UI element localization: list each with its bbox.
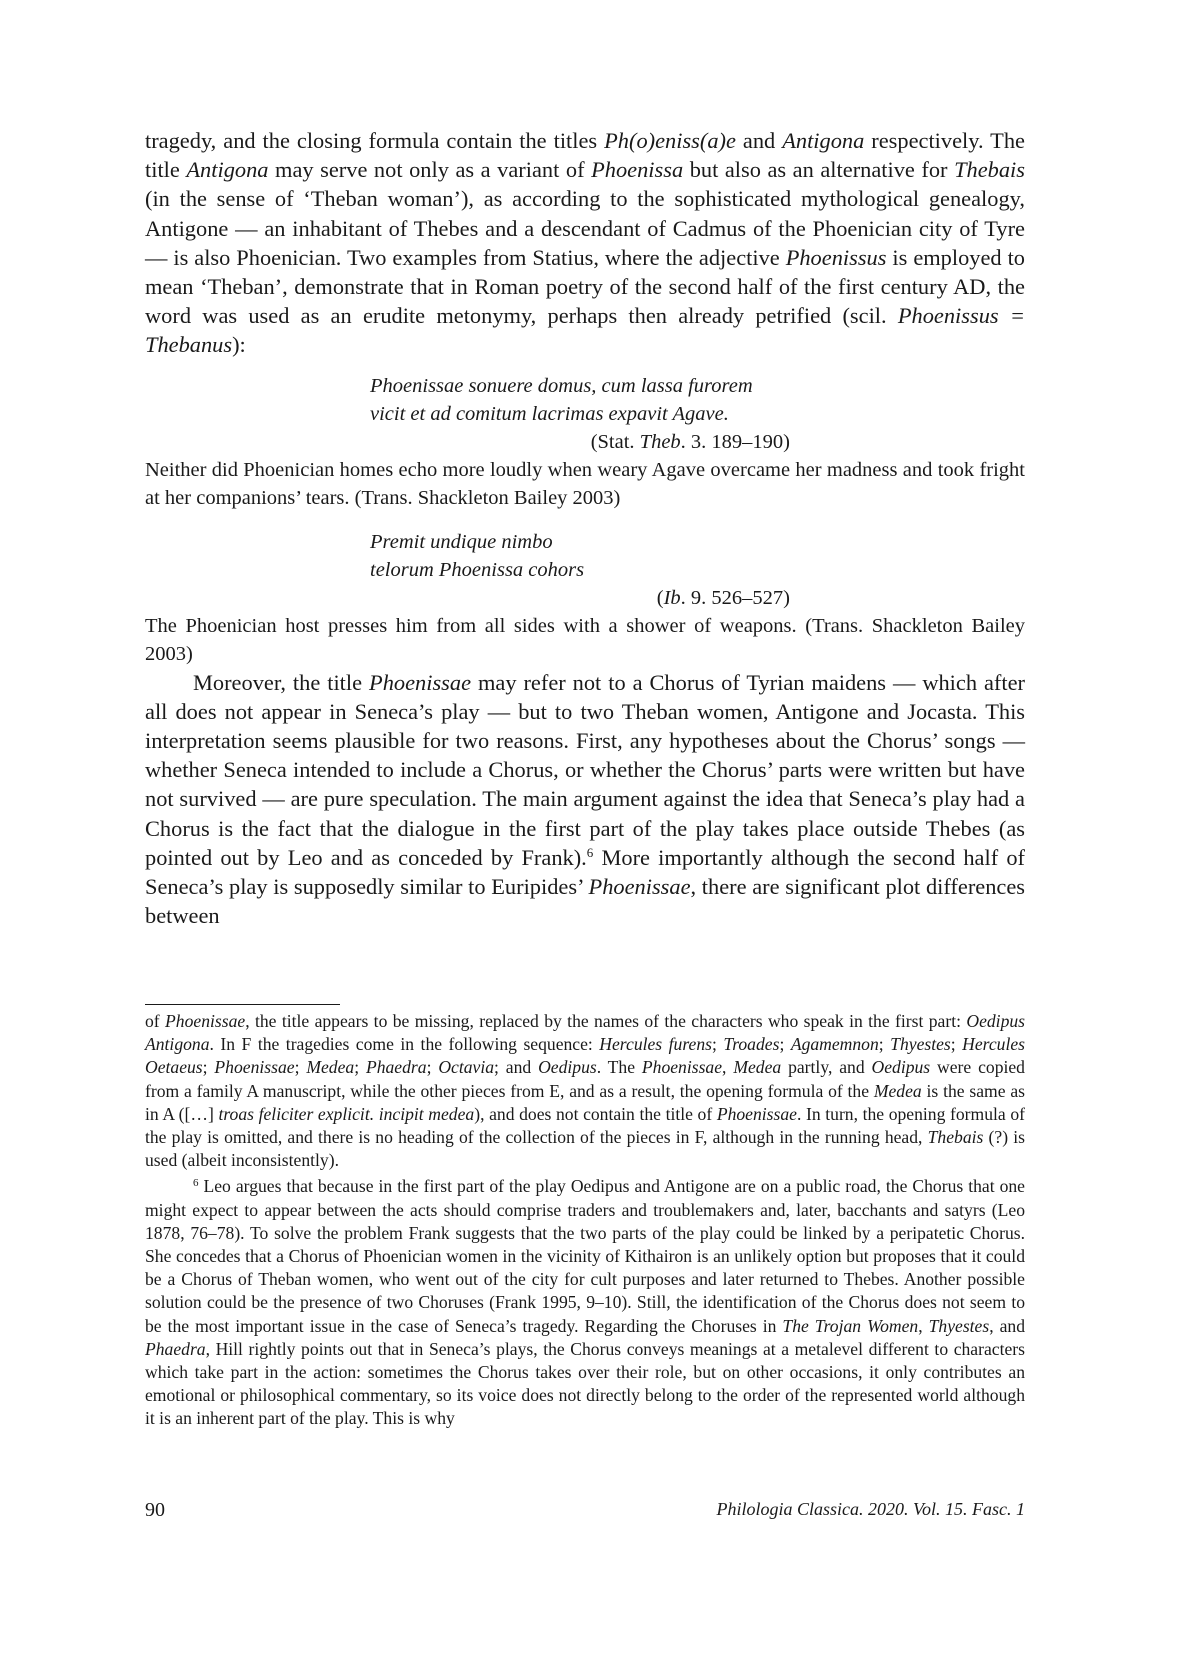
text-run: , there are significant plot differences between — [145, 874, 1025, 929]
text-run: ; — [294, 1057, 307, 1078]
text-run: respectively. The title — [145, 128, 1025, 183]
text-run: (in the sense of ‘Theban woman’), as according to the sophisticated mythological genealogy, Antigone — an inhabitant of Thebes and a descendant of Cadmus of the Phoenician city of Tyre — is also Phoenician. Two examples from Statius, where the adjective — [145, 186, 1025, 270]
text-run: , and — [989, 1315, 1026, 1336]
text-run: ; — [878, 1034, 891, 1055]
italic-title: Phoenissae — [214, 1057, 295, 1078]
italic-title: Phoenissae — [588, 874, 691, 900]
text-run: and — [735, 128, 783, 153]
italic-abbrev: Theb — [639, 430, 681, 453]
translation-1: Neither did Phoenician homes echo more loudly when weary Agave overcame her madness and took fright at her companions’ tears. (Trans. Shackleton Bailey 2003) — [145, 458, 1025, 509]
page-number: 90 — [145, 1499, 165, 1521]
journal-citation: Philologia Classica. 2020. Vol. 15. Fasc. 1 — [716, 1499, 1025, 1519]
italic-title: Phoenissa — [591, 157, 684, 183]
verse-line: telorum Phoenissa cohors — [370, 558, 585, 581]
italic-title: Phoenissae — [165, 1011, 246, 1031]
text-run: ; — [711, 1034, 724, 1055]
text-run: , the title appears to be missing, replaced by the names of the characters who speak in the first part: — [245, 1011, 967, 1031]
text-run: , — [918, 1315, 929, 1336]
verse-line: vicit et ad comitum lacrimas expavit Agave. — [370, 402, 729, 425]
text-run: Moreover, the title — [193, 669, 370, 695]
text-run: ): — [232, 332, 246, 358]
verse-line: Phoenissae sonuere domus, cum lassa furorem — [370, 374, 753, 397]
italic-title: Thebais — [954, 157, 1025, 183]
text-run: ; — [950, 1034, 963, 1055]
italic-title: Phaedra — [145, 1338, 206, 1359]
text-run: (Stat. — [590, 430, 640, 453]
text-run: ; and — [494, 1057, 539, 1078]
text-run: More importantly although the second half of Seneca’s play is supposedly similar to Euripides’ — [145, 844, 1026, 900]
footnote-5-continued — [145, 1010, 1025, 1172]
text-run: . In turn, the opening formula of the play is omitted, and there is no heading of the collection of the pieces in F, although in the running head, — [145, 1103, 1025, 1148]
italic-title: Oedipus Antigona — [145, 1011, 1026, 1055]
verse-quote-1 — [370, 372, 1025, 456]
italic-title: Hercules furens — [599, 1034, 712, 1055]
italic-title: Antigona — [186, 157, 269, 183]
text-run: may refer not to a Chorus of Tyrian maidens — which after all does not appear in Seneca’s play — but to two Theban women, Antigone and Jocasta. This interpretation seems plausible for two reasons. First, any hypotheses about the Chorus’ songs — whether Seneca intended to include a Chorus, or whether the Chorus’ parts were written but have not survived — are pure speculation. The main argument against the idea that Seneca’s play had a Chorus is the fact that the dialogue in the first part of the play takes place outside Thebes (as pointed out by Leo and as conceded by Frank). — [145, 669, 1026, 870]
italic-title: Medea — [733, 1057, 782, 1078]
text-run: may serve not only as a variant of — [268, 157, 592, 183]
italic-title: The Trojan Women — [782, 1315, 919, 1336]
italic-title: Oedipus — [538, 1057, 597, 1078]
italic-title: Ph(o)eniss(a)e — [604, 128, 736, 153]
text-run: . 3. 189–190) — [680, 430, 790, 453]
text-run: , Hill rightly points out that in Seneca’s plays, the Chorus conveys meanings at a metalevel different to characters which take part in the action: sometimes the Chorus takes over their role, but on other occasions, it only contributes an emotional or philosophical commentary, so its voice does not directly belong to the order of the represented world although it is an inherent part of the play. This is why — [145, 1338, 1025, 1429]
italic-title: Thyestes — [928, 1315, 990, 1336]
text-run: but also as an alternative for — [683, 157, 955, 183]
text-run: were copied from a family A manuscript, while the other pieces from E, and as a result, the opening formula of the — [145, 1057, 1025, 1101]
italic-title: Phoenissae — [369, 669, 472, 695]
translation-2: The Phoenician host presses him from all sides with a shower of weapons. (Trans. Shackleton Bailey 2003) — [145, 614, 1025, 665]
italic-term: Phoenissus = Thebanus — [145, 303, 1025, 358]
text-run: ; — [202, 1057, 215, 1078]
verse-quote-2 — [370, 528, 1025, 612]
italic-title: Phoenissae — [716, 1103, 797, 1124]
text-run: . In F the tragedies come in the following sequence: — [209, 1034, 600, 1055]
text-run: . The — [596, 1057, 642, 1078]
footnote-number: 6 — [193, 1177, 199, 1190]
paragraph-1 — [145, 126, 1025, 360]
italic-title: Thyestes — [890, 1034, 951, 1055]
text-run: ), and does not contain the title of — [474, 1103, 717, 1124]
footnote-6 — [145, 1172, 1025, 1430]
text-run: partly, and — [781, 1057, 872, 1078]
text-run: Leo argues that because in the first part of the play Oedipus and Antigone are on a public road, the Chorus that one might expect to appear between the acts should comprise traders and troublemakers and, later, bacchants and satyrs (Leo 1878, 76–78). To solve the problem Frank suggests that the two parts of the play could be linked by a peripatetic Chorus. She concedes that a Chorus of Phoenician women in the vicinity of Kithairon is an unlikely option but proposes that it could be a Chorus of Theban women, who went out of the city for cult purposes and later returned to Thebes. Another possible solution could be the presence of two Choruses (Frank 1995, 9–10). Still, the identification of the Chorus does not seem to be the most important issue in the case of Seneca’s tragedy. Regarding the Choruses in — [145, 1176, 1025, 1336]
italic-title: Oedipus — [871, 1057, 931, 1078]
text-run: ( — [656, 586, 664, 609]
italic-title: Phaedra — [365, 1057, 427, 1078]
italic-term: Phoenissus — [785, 244, 887, 270]
italic-title: Hercules Oetaeus — [145, 1034, 1026, 1078]
text-run: is the same as in A ([…] — [145, 1080, 1025, 1124]
main-text — [145, 126, 1025, 930]
text-run: of — [145, 1011, 166, 1031]
italic-title: Antigona — [782, 128, 865, 153]
footnotes — [145, 1010, 1025, 1431]
text-run: ; — [354, 1057, 366, 1078]
italic-quote: troas feliciter explicit. incipit medea — [218, 1103, 475, 1124]
italic-title: Octavia — [438, 1057, 495, 1078]
footnote-divider — [145, 1004, 340, 1005]
text-run: is employed to mean ‘Theban’, demonstrate that in Roman poetry of the second half of the first century AD, the word was used as an erudite metonymy, perhaps then already petrified (scil. — [145, 244, 1025, 329]
italic-title: Phoenissae — [641, 1057, 723, 1078]
footnote-ref[interactable]: 6 — [586, 844, 594, 860]
verse-reference — [370, 584, 790, 612]
italic-title: Medea — [873, 1080, 922, 1101]
italic-title: Thebais — [927, 1127, 984, 1148]
italic-title: Agamemnon — [790, 1034, 879, 1055]
text-run: ; — [779, 1034, 791, 1055]
verse-line: Premit undique nimbo — [370, 530, 553, 553]
verse-reference — [370, 428, 790, 456]
italic-title: Medea — [306, 1057, 355, 1078]
text-run: tragedy, and the closing formula contain the titles — [145, 128, 605, 153]
italic-title: Troades — [723, 1034, 780, 1055]
text-run: ; — [426, 1057, 439, 1078]
text-run: , — [722, 1057, 734, 1078]
paragraph-2 — [145, 668, 1025, 931]
text-run: (?) is used (albeit inconsistently). — [145, 1127, 1026, 1171]
italic-abbrev: Ib — [663, 586, 681, 609]
text-run: . 9. 526–527) — [680, 586, 790, 609]
